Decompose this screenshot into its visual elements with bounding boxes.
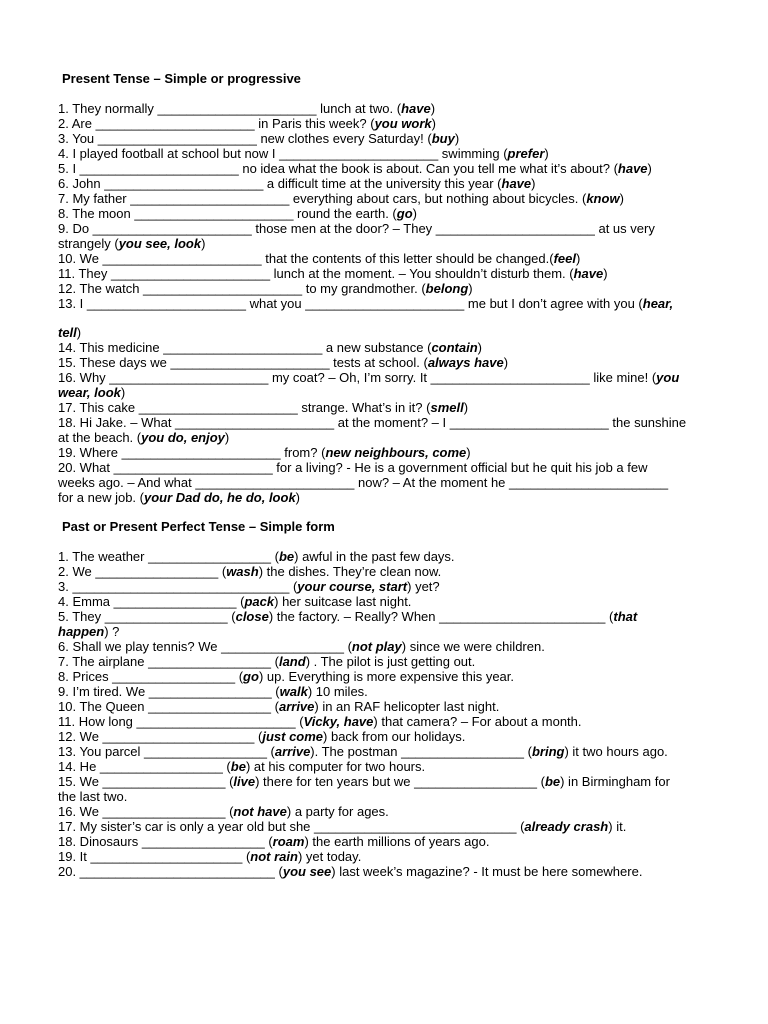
exercise-text: weeks ago. – And what ______________________ now? – At the moment he ______________________ <box>58 475 669 490</box>
exercise-line <box>58 669 514 684</box>
verb-hint: wear, look <box>58 385 121 400</box>
exercise-line <box>58 385 125 400</box>
exercise-text: 1. They normally ______________________ lunch at two. ( <box>58 101 402 116</box>
verb-hint: not rain <box>250 849 298 864</box>
exercise-text: ) it. <box>608 819 627 834</box>
verb-hint: live <box>233 774 256 789</box>
exercise-text: 7. My father ______________________ everything about cars, but nothing about bicycles. ( <box>58 191 587 206</box>
exercise-text: ) it two hours ago. <box>564 744 668 759</box>
exercise-text: ) <box>647 161 652 176</box>
exercise-line <box>58 684 368 699</box>
exercise-text: 10. The Queen _________________ ( <box>58 699 279 714</box>
exercise-text: 2. We _________________ ( <box>58 564 227 579</box>
exercise-line <box>58 804 389 819</box>
verb-hint: smell <box>430 400 464 415</box>
verb-hint: wash <box>226 564 259 579</box>
exercise-line <box>58 176 536 191</box>
exercise-text: ) <box>201 236 206 251</box>
exercise-line <box>58 266 608 281</box>
exercise-line <box>58 355 508 370</box>
exercise-text: ) <box>477 340 483 355</box>
exercise-text: 14. He _________________ ( <box>58 759 231 774</box>
exercise-text: ) in Birmingham for <box>560 774 670 789</box>
exercise-line <box>58 774 670 789</box>
exercise-text: ) back from our holidays. <box>323 729 466 744</box>
exercise-line <box>58 400 468 415</box>
exercise-line <box>58 475 668 490</box>
exercise-text: 18. Hi Jake. – What ______________________ at the moment? – I ______________________ the sunshine <box>58 415 687 430</box>
exercise-text: ). The postman _________________ ( <box>310 744 532 759</box>
exercise-line <box>58 564 441 579</box>
exercise-line <box>58 191 624 206</box>
exercise-text: 18. Dinosaurs _________________ ( <box>58 834 273 849</box>
exercise-text: 2. Are ______________________ in Paris this week? ( <box>58 116 375 131</box>
exercise-text: 11. They ______________________ lunch at the moment. – You shouldn’t disturb them. ( <box>58 266 574 281</box>
exercise-text: ) <box>120 385 126 400</box>
exercise-text: ) <box>544 146 549 161</box>
verb-hint: you work <box>374 116 432 131</box>
exercise-line <box>58 744 668 759</box>
exercise-line <box>58 549 455 564</box>
exercise-line <box>58 849 361 864</box>
exercise-line <box>58 699 499 714</box>
exercise-text: 15. We _________________ ( <box>58 774 234 789</box>
exercise-text: 13. You parcel _________________ ( <box>58 744 275 759</box>
exercise-text: ) there for ten years but we _________________ ( <box>255 774 545 789</box>
exercise-line <box>58 490 300 505</box>
exercise-text: 4. Emma _________________ ( <box>58 594 245 609</box>
verb-hint: your Dad do, he do, look <box>144 490 296 505</box>
exercise-text: ) <box>412 206 417 221</box>
exercise-line <box>58 146 549 161</box>
exercise-text: 9. I’m tired. We _________________ ( <box>58 684 280 699</box>
verb-hint: be <box>278 549 295 564</box>
verb-hint: you do, enjoy <box>141 430 225 445</box>
exercise-line <box>58 101 435 116</box>
exercise-line <box>58 759 425 774</box>
verb-hint: pack <box>244 594 275 609</box>
exercise-text: 20. ___________________________ ( <box>58 864 283 879</box>
exercise-text: 12. The watch ______________________ to my grandmother. ( <box>58 281 426 296</box>
exercise-text: 8. The moon ______________________ round the earth. ( <box>58 206 397 221</box>
exercise-text: ) her suitcase last night. <box>274 594 412 609</box>
exercise-text: ) 10 miles. <box>307 684 368 699</box>
verb-hint: prefer <box>507 146 545 161</box>
exercise-line <box>58 624 119 639</box>
exercise-text: 8. Prices _________________ ( <box>58 669 244 684</box>
exercise-text: ) <box>466 445 471 460</box>
exercise-text: ) in an RAF helicopter last night. <box>314 699 500 714</box>
exercise-line <box>58 296 673 311</box>
exercise-text: 1. The weather _________________ ( <box>58 549 279 564</box>
exercise-text: ) <box>531 176 536 191</box>
verb-hint: walk <box>279 684 308 699</box>
exercise-text: ) ? <box>104 624 120 639</box>
exercise-text: ) yet? <box>407 579 440 594</box>
exercise-text: 5. I ______________________ no idea what the book is about. Can you tell me what it’s about? ( <box>58 161 618 176</box>
exercise-text: ) <box>576 251 581 266</box>
exercise-text: ) <box>431 116 436 131</box>
verb-hint: you see <box>282 864 332 879</box>
verb-hint: not play <box>351 639 402 654</box>
exercise-line <box>58 206 417 221</box>
verb-hint: go <box>396 206 413 221</box>
exercise-line <box>58 281 473 296</box>
exercise-text: strangely ( <box>58 236 119 251</box>
exercise-line <box>58 236 205 251</box>
exercise-line <box>58 639 545 654</box>
exercise-line <box>58 415 686 430</box>
exercise-text: ) <box>468 281 473 296</box>
exercise-line <box>58 445 471 460</box>
exercise-text: ) <box>295 490 301 505</box>
exercise-text: 4. I played football at school but now I ______________________ swimming ( <box>58 146 508 161</box>
verb-hint: belong <box>425 281 469 296</box>
verb-hint: you <box>656 370 680 385</box>
exercise-line <box>58 789 127 804</box>
exercise-text: 17. My sister’s car is only a year old but she ____________________________ ( <box>58 819 525 834</box>
exercise-line <box>58 251 580 266</box>
exercise-text: ) <box>224 430 230 445</box>
verb-hint: bring <box>531 744 565 759</box>
verb-hint: not have <box>233 804 287 819</box>
exercise-line <box>58 161 652 176</box>
verb-hint: feel <box>553 251 576 266</box>
exercise-line <box>58 340 482 355</box>
verb-hint: always have <box>427 355 504 370</box>
exercise-text: 10. We ______________________ that the contents of this letter should be changed.( <box>58 251 554 266</box>
verb-hint: contain <box>431 340 478 355</box>
verb-hint: you see, look <box>118 236 202 251</box>
exercise-line <box>58 609 637 624</box>
exercise-text: ) . The pilot is just getting out. <box>305 654 476 669</box>
exercise-text: ) yet today. <box>297 849 362 864</box>
exercise-text: 9. Do ______________________ those men at the door? – They ______________________ at us very <box>58 221 655 236</box>
verb-hint: your course, start <box>297 579 408 594</box>
exercise-text: ) last week’s magazine? - It must be here somewhere. <box>331 864 643 879</box>
exercise-text: at the beach. ( <box>58 430 142 445</box>
exercise-text: 6. John ______________________ a difficult time at the university this year ( <box>58 176 502 191</box>
verb-hint: have <box>617 161 648 176</box>
exercise-line <box>58 579 440 594</box>
exercise-text: 16. We _________________ ( <box>58 804 234 819</box>
exercise-text: 5. They _________________ ( <box>58 609 236 624</box>
exercise-text: ) up. Everything is more expensive this year. <box>258 669 514 684</box>
exercise-text: ) <box>463 400 469 415</box>
exercise-line <box>58 325 81 340</box>
verb-hint: Vicky, have <box>303 714 374 729</box>
verb-hint: tell <box>58 325 77 340</box>
exercise-text: ) <box>430 101 436 116</box>
verb-hint: have <box>573 266 604 281</box>
exercise-line <box>58 460 648 475</box>
verb-hint: roam <box>272 834 305 849</box>
exercise-text: 17. This cake ______________________ strange. What’s in it? ( <box>58 400 431 415</box>
exercise-text: ) <box>619 191 624 206</box>
exercise-line <box>58 131 459 146</box>
verb-hint: just come <box>262 729 324 744</box>
exercise-text: ) <box>454 131 460 146</box>
exercise-text: ) <box>603 266 608 281</box>
exercise-text: 7. The airplane _________________ ( <box>58 654 279 669</box>
exercise-text: ) awful in the past few days. <box>294 549 455 564</box>
exercise-text: 11. How long ______________________ ( <box>58 714 304 729</box>
exercise-text: ) <box>503 355 509 370</box>
verb-hint: be <box>230 759 246 774</box>
exercise-line <box>58 594 411 609</box>
exercise-line <box>58 370 679 385</box>
section2-title: Past or Present Perfect Tense – Simple form <box>62 519 335 534</box>
verb-hint: buy <box>431 131 455 146</box>
exercise-text: 3. ______________________________ ( <box>58 579 298 594</box>
exercise-text: 14. This medicine ______________________ a new substance ( <box>58 340 432 355</box>
exercise-text: ) at his computer for two hours. <box>245 759 426 774</box>
verb-hint: go <box>243 669 259 684</box>
verb-hint: close <box>235 609 269 624</box>
exercise-text: ) the dishes. They’re clean now. <box>258 564 442 579</box>
exercise-text: 19. Where ______________________ from? ( <box>58 445 326 460</box>
verb-hint: have <box>501 176 532 191</box>
exercise-text: ) a party for ages. <box>286 804 389 819</box>
section1-title: Present Tense – Simple or progressive <box>62 71 301 86</box>
verb-hint: happen <box>58 624 105 639</box>
exercise-text: 12. We _____________________ ( <box>58 729 263 744</box>
verb-hint: already crash <box>524 819 609 834</box>
exercise-line <box>58 834 489 849</box>
exercise-text: 20. What ______________________ for a living? - He is a government official but he quit his job a few <box>58 460 648 475</box>
exercise-line <box>58 430 229 445</box>
exercise-line <box>58 864 642 879</box>
verb-hint: know <box>586 191 620 206</box>
exercise-text: ) <box>76 325 82 340</box>
exercise-text: ) the factory. – Really? When _______________________ ( <box>268 609 614 624</box>
verb-hint: be <box>544 774 561 789</box>
verb-hint: hear, <box>642 296 674 311</box>
exercise-text: ) the earth millions of years ago. <box>304 834 490 849</box>
verb-hint: arrive <box>274 744 311 759</box>
exercise-line <box>58 221 655 236</box>
exercise-text: 19. It _____________________ ( <box>58 849 251 864</box>
verb-hint: that <box>613 609 638 624</box>
exercise-line <box>58 116 436 131</box>
verb-hint: new neighbours, come <box>325 445 467 460</box>
verb-hint: have <box>401 101 431 116</box>
exercise-text: ) since we were children. <box>401 639 545 654</box>
exercise-text: 13. I ______________________ what you ______________________ me but I don’t agree with you ( <box>58 296 643 311</box>
exercise-line <box>58 654 475 669</box>
exercise-text: 3. You ______________________ new clothes every Saturday! ( <box>58 131 432 146</box>
verb-hint: arrive <box>278 699 315 714</box>
exercise-text: for a new job. ( <box>58 490 144 505</box>
exercise-text: 6. Shall we play tennis? We _________________ ( <box>58 639 352 654</box>
verb-hint: land <box>278 654 306 669</box>
exercise-line <box>58 819 626 834</box>
exercise-text: 16. Why ______________________ my coat? – Oh, I’m sorry. It ______________________ like mine! ( <box>58 370 657 385</box>
exercise-text: 15. These days we ______________________ tests at school. ( <box>58 355 428 370</box>
exercise-text: the last two. <box>58 789 128 804</box>
exercise-text: ) that camera? – For about a month. <box>373 714 582 729</box>
exercise-line <box>58 714 582 729</box>
exercise-line <box>58 729 465 744</box>
